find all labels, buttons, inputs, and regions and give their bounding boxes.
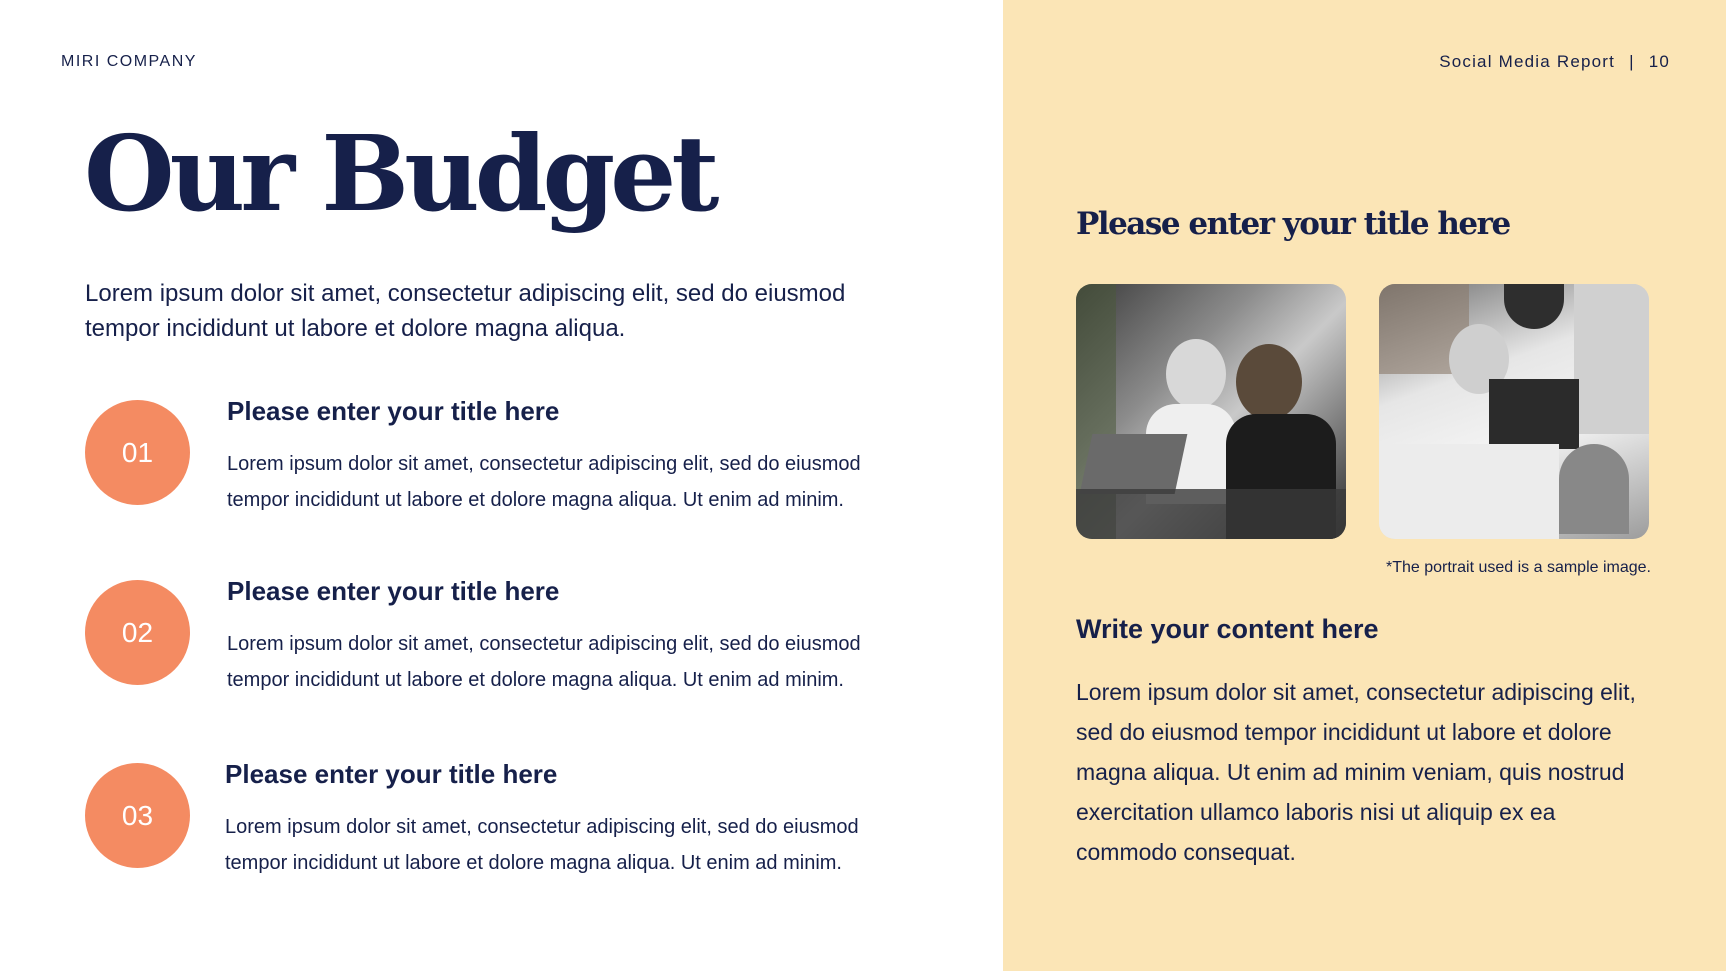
item-title: Please enter your title here: [227, 396, 560, 426]
photo-women-at-laptop: [1076, 284, 1346, 539]
page-title: Our Budget: [84, 112, 715, 235]
item-text: Lorem ipsum dolor sit amet, consectetur adipiscing elit, sed do eiusmod tempor incididunt ut labore et dolore magna aliqua. Ut enim ad minim.: [225, 816, 859, 874]
page-number: 10: [1648, 52, 1670, 71]
report-header: [1439, 52, 1670, 72]
number-badge: 01: [85, 400, 190, 505]
number-badge: 03: [85, 763, 190, 868]
image-caption: *The portrait used is a sample image.: [1385, 559, 1651, 576]
side-title: Please enter your title here: [1076, 206, 1510, 242]
intro-text: Lorem ipsum dolor sit amet, consectetur adipiscing elit, sed do eiusmod tempor incididunt ut labore et dolore magna aliqua.: [85, 280, 846, 342]
item-title: Please enter your title here: [227, 576, 560, 606]
item-text: Lorem ipsum dolor sit amet, consectetur adipiscing elit, sed do eiusmod tempor incididunt ut labore et dolore magna aliqua. Ut enim ad minim.: [227, 453, 861, 511]
item-text: Lorem ipsum dolor sit amet, consectetur adipiscing elit, sed do eiusmod tempor incididunt ut labore et dolore magna aliqua. Ut enim ad minim.: [227, 633, 861, 691]
content-body: Lorem ipsum dolor sit amet, consectetur adipiscing elit, sed do eiusmod tempor incididunt ut labore et dolore magna aliqua. Ut enim ad minim veniam, quis nostrud exercitation ullamco laboris nisi ut aliquip ex ea commodo consequat.: [1076, 679, 1636, 865]
budget-item-1: [85, 396, 925, 511]
number-badge: 02: [85, 580, 190, 685]
header-separator: |: [1629, 52, 1635, 71]
budget-item-3: [85, 759, 925, 874]
report-title: Social Media Report: [1439, 52, 1616, 71]
company-name: MIRI COMPANY: [61, 53, 197, 70]
item-title: Please enter your title here: [225, 759, 558, 789]
content-heading: Write your content here: [1076, 614, 1379, 644]
budget-item-2: [85, 576, 925, 691]
photo-office-workers: [1379, 284, 1649, 539]
